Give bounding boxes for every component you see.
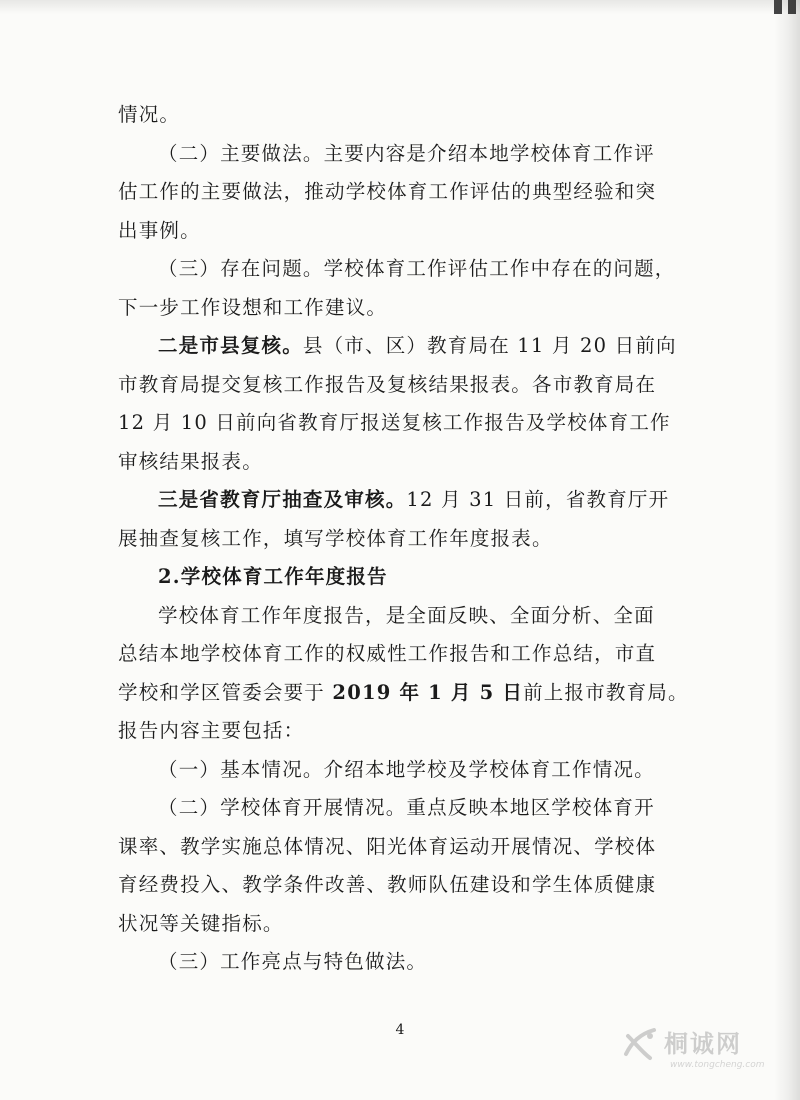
text-line: 估工作的主要做法，推动学校体育工作评估的典型经验和突 bbox=[118, 180, 657, 203]
deadline-date: 2019 年 1 月 5 日 bbox=[332, 680, 524, 704]
document-body bbox=[118, 96, 689, 982]
scan-right-edge bbox=[774, 0, 800, 1100]
section-heading-county-review: 二是市县复核。 bbox=[158, 334, 303, 357]
text-line: 12 月 10 日前向省教育厅报送复核工作报告及学校体育工作 bbox=[118, 411, 671, 434]
watermark bbox=[620, 1022, 770, 1078]
text-line: （三）存在问题。学校体育工作评估工作中存在的问题， bbox=[158, 257, 676, 280]
scan-top-edge bbox=[0, 0, 800, 14]
text-line: 育经费投入、教学条件改善、教师队伍建设和学生体质健康 bbox=[118, 873, 657, 896]
text-line: 三是省教育厅抽查及审核。12 月 31 日前，省教育厅开 bbox=[158, 488, 670, 511]
text-line: 展抽查复核工作，填写学校体育工作年度报表。 bbox=[118, 526, 553, 550]
text-line: 学校和学区管委会要于 2019 年 1 月 5 日前上报市教育局。 bbox=[118, 680, 689, 704]
watermark-name: 桐诚网 bbox=[664, 1030, 742, 1058]
text-line: （一）基本情况。介绍本地学校及学校体育工作情况。 bbox=[158, 757, 655, 781]
section-heading-province-check: 三是省教育厅抽查及审核。 bbox=[158, 488, 407, 511]
text-line: 学校体育工作年度报告，是全面反映、全面分析、全面 bbox=[158, 603, 655, 627]
text-line: 课率、教学实施总体情况、阳光体育运动开展情况、学校体 bbox=[118, 834, 657, 858]
text-line: 出事例。 bbox=[118, 218, 201, 242]
text-line: 情况。 bbox=[118, 103, 181, 126]
section-heading-annual-report: 2.学校体育工作年度报告 bbox=[158, 565, 388, 588]
text-line: （二）学校体育开展情况。重点反映本地区学校体育开 bbox=[158, 796, 655, 819]
text-line: （三）工作亮点与特色做法。 bbox=[158, 950, 428, 973]
text-line: 状况等关键指标。 bbox=[118, 911, 284, 935]
text-line: 报告内容主要包括： bbox=[118, 719, 305, 742]
watermark-url: www.tongcheng.com bbox=[670, 1060, 765, 1070]
text-line: （二）主要做法。主要内容是介绍本地学校体育工作评 bbox=[158, 141, 655, 165]
watermark-logo-icon bbox=[620, 1024, 660, 1064]
text-line: 市教育局提交复核工作报告及复核结果报表。各市教育局在 bbox=[118, 372, 657, 396]
text-line: 下一步工作设想和工作建议。 bbox=[118, 295, 388, 319]
text-line: 审核结果报表。 bbox=[118, 449, 263, 473]
text-line: 二是市县复核。县（市、区）教育局在 11 月 20 日前向 bbox=[158, 334, 677, 357]
text-line: 总结本地学校体育工作的权威性工作报告和工作总结，市直 bbox=[118, 642, 657, 665]
page-number: 4 bbox=[395, 1022, 405, 1038]
